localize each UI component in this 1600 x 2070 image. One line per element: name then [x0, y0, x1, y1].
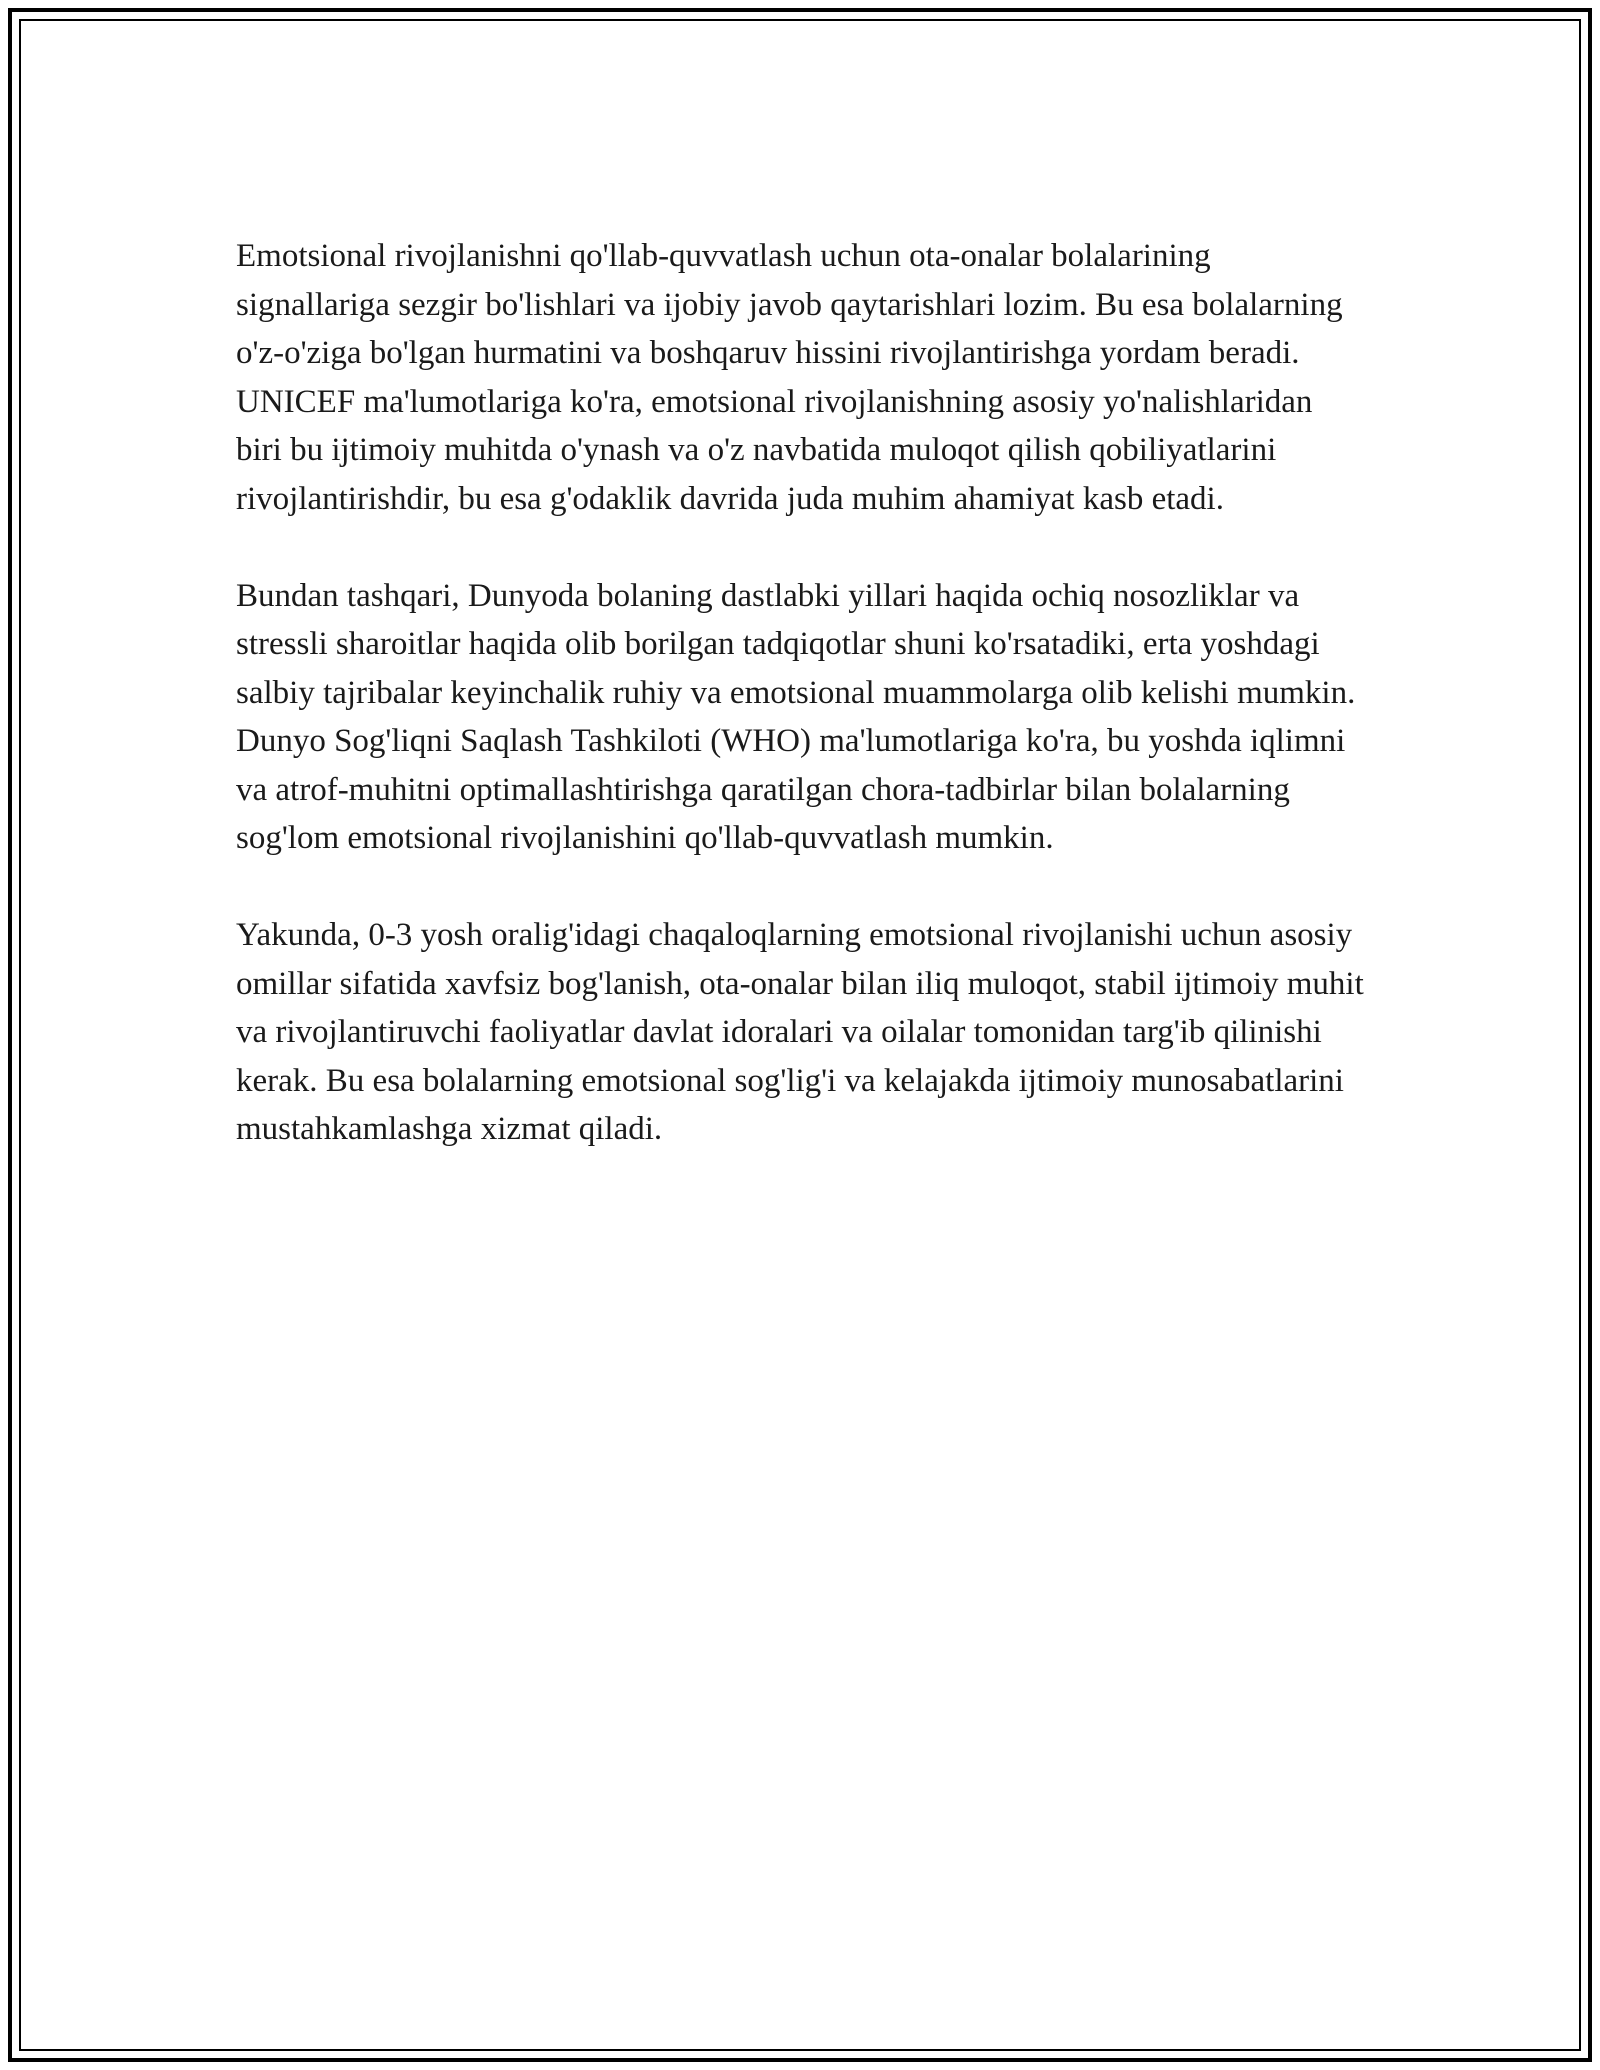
paragraph-2: Bundan tashqari, Dunyoda bolaning dastlabki yillari haqida ochiq nosozliklar va stressli sharoitlar haqida olib borilgan tadqiqotlar shuni ko'rsatadiki, erta yoshdagi salbiy tajribalar keyinchalik ruhiy va emotsional muammolarga olib kelishi mumkin. Dunyo Sog'liqni Saqlash Tashkiloti (WHO) ma'lumotlariga ko'ra, bu yoshda iqlimni va atrof-muhitni optimallashtirishga qaratilgan chora-tadbirlar bilan bolalarning sog'lom emotsional rivojlanishini qo'llab-quvvatlash mumkin.: [236, 577, 1356, 856]
paragraph-3: Yakunda, 0-3 yosh oralig'idagi chaqaloqlarning emotsional rivojlanishi uchun asosiy omillar sifatida xavfsiz bog'lanish, ota-onalar bilan iliq muloqot, stabil ijtimoiy muhit va rivojlantiruvchi faoliyatlar davlat idoralari va oilalar tomonidan targ'ib qilinishi kerak. Bu esa bolalarning emotsional sog'lig'i va kelajakda ijtimoiy munosabatlarini mustahkamlashga xizmat qiladi.: [236, 917, 1364, 1147]
paragraph-1: Emotsional rivojlanishni qo'llab-quvvatlash uchun ota-onalar bolalarining signallariga sezgir bo'lishlari va ijobiy javob qaytarishlari lozim. Bu esa bolalarning o'z-o'ziga bo'lgan hurmatini va boshqaruv hissini rivojlantirishga yordam beradi. UNICEF ma'lumotlariga ko'ra, emotsional rivojlanishning asosiy yo'nalishlaridan biri bu ijtimoiy muhitda o'ynash va o'z navbatida muloqot qilish qobiliyatlarini rivojlantirishdir, bu esa g'odaklik davrida juda muhim ahamiyat kasb etadi.: [236, 238, 1343, 517]
document-body: [236, 232, 1366, 1202]
